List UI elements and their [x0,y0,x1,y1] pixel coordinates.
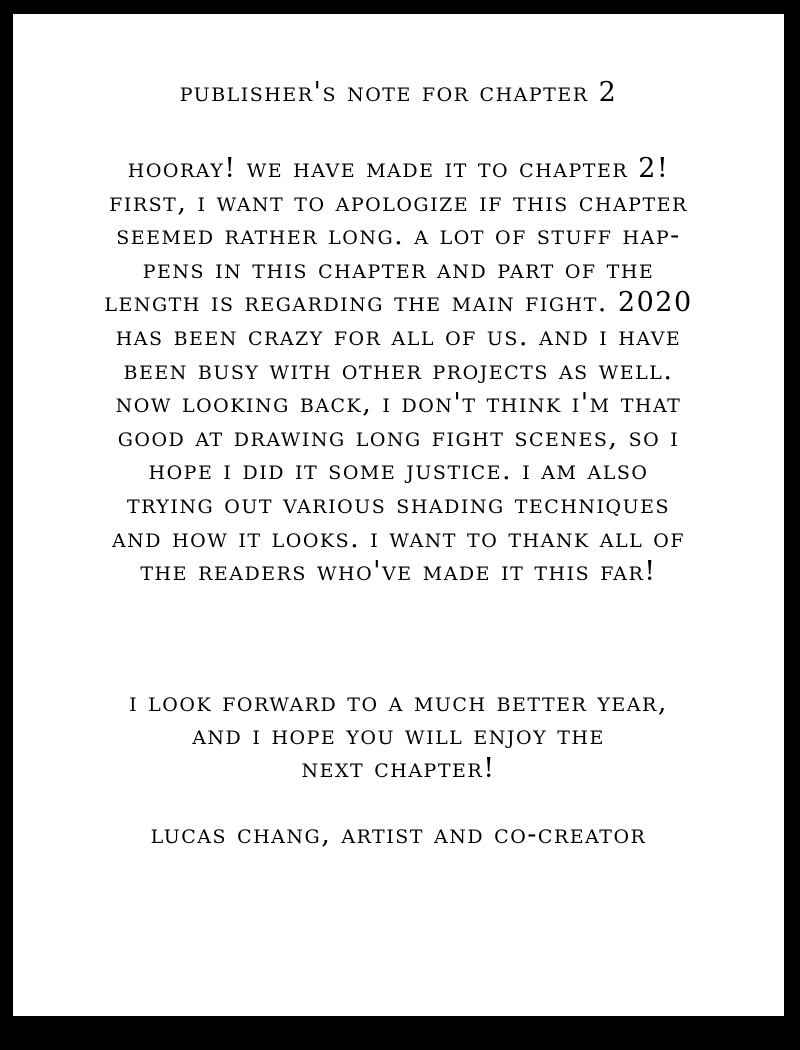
closing-line: i look forward to a much better year, [129,687,668,718]
body-line: pens in this chapter and part of the [142,253,655,285]
author-signature: lucas chang, artist and co-creator [150,819,647,850]
note-page [13,14,784,1016]
closing-line: and i hope you will enjoy the [192,720,605,751]
closing-paragraph [13,686,784,785]
body-line: has been crazy for all of us. and i have [115,320,682,352]
body-line: good at drawing long fight scenes, so i [117,421,680,453]
body-line: length is regarding the main fight. 2020 [104,287,693,319]
note-title: publisher's note for chapter 2 [179,77,618,108]
body-line: hope i did it some justice. i am also [148,455,649,487]
body-line: the readers who've made it this far! [140,556,657,588]
body-line: been busy with other projects as well. [123,354,674,386]
body-line: now looking back, i don't think i'm that [115,388,682,420]
body-line: and how it looks. i want to thank all of [111,522,686,554]
body-line: first, i want to apologize if this chapter [109,186,688,218]
body-line: hooray! we have made it to chapter 2! [127,153,670,184]
closing-line: next chapter! [301,753,496,784]
body-line: trying out various shading techniques [126,488,670,520]
note-body [13,152,784,589]
body-line: seemed rather long. a lot of stuff hap- [116,220,681,252]
